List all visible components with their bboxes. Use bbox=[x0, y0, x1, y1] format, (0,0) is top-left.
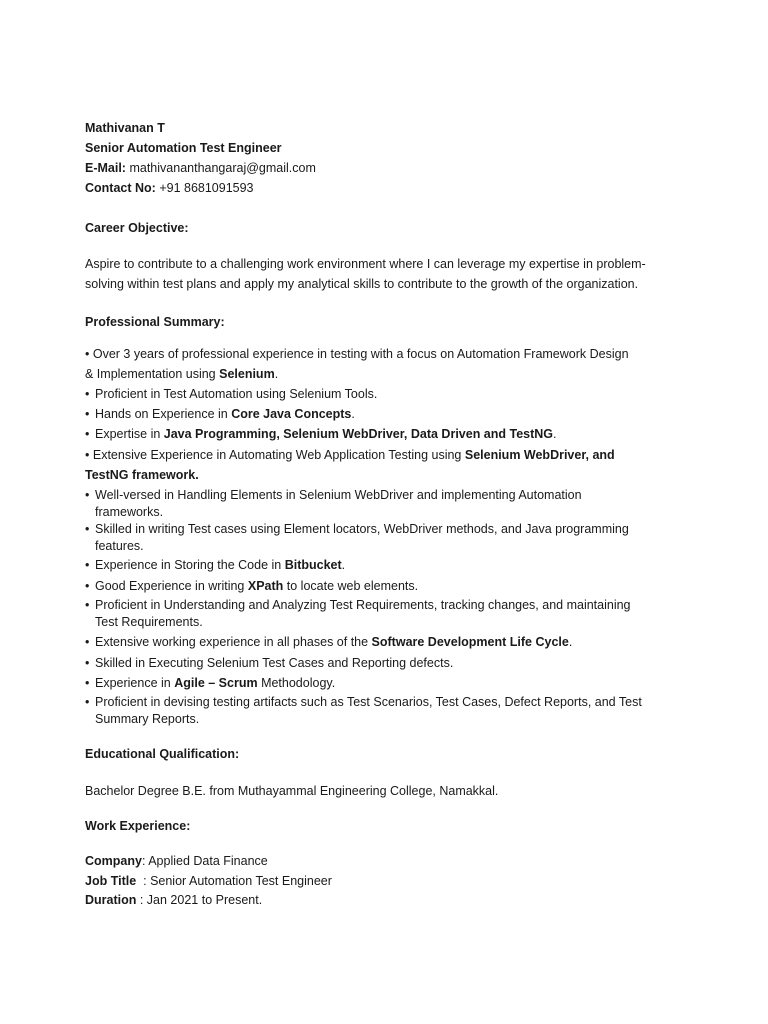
duration-line bbox=[85, 892, 685, 909]
contact-value: +91 8681091593 bbox=[159, 181, 254, 195]
summary-item-3-bold: Core Java Concepts bbox=[231, 407, 352, 421]
summary-item-14 bbox=[85, 694, 685, 728]
education-heading: Educational Qualification: bbox=[85, 747, 240, 761]
education-text: Bachelor Degree B.E. from Muthayammal Engineering College, Namakkal. bbox=[85, 784, 499, 798]
summary-item-5-bold: Selenium WebDriver, and bbox=[464, 448, 615, 462]
summary-item-5-line-1: • Extensive Experience in Automating Web Application Testing using Selenium WebDriver, and bbox=[85, 448, 615, 462]
career-objective-line-2: solving within test plans and apply my analytical skills to contribute to the growth of the organization. bbox=[85, 277, 639, 291]
job-title-label: Job Title bbox=[85, 874, 137, 888]
summary-list bbox=[85, 344, 685, 728]
summary-item-10-line-2: Test Requirements. bbox=[95, 615, 203, 629]
company-label: Company bbox=[85, 854, 142, 868]
contact-label: Contact No: bbox=[85, 181, 156, 195]
summary-item-5-bold-2: TestNG framework. bbox=[85, 468, 199, 482]
summary-item-11-end: . bbox=[568, 635, 573, 649]
summary-item-9 bbox=[85, 575, 685, 597]
work-experience-heading: Work Experience: bbox=[85, 819, 191, 833]
summary-item-3 bbox=[85, 404, 685, 424]
summary-item-5 bbox=[85, 445, 685, 485]
summary-item-13-text: Experience in bbox=[95, 676, 175, 690]
summary-item-10 bbox=[85, 597, 685, 631]
email-value[interactable]: mathivananthangaraj@gmail.com bbox=[129, 161, 316, 175]
career-objective-text bbox=[85, 254, 685, 294]
resume-header bbox=[85, 118, 685, 198]
summary-item-14-line-1: • Proficient in devising testing artifacts such as Test Scenarios, Test Cases, Defect Reports, and Test bbox=[95, 695, 642, 709]
summary-item-7 bbox=[85, 521, 685, 555]
company-line bbox=[85, 851, 685, 871]
summary-item-1-line-1: • Over 3 years of professional experience in testing with a focus on Automation Framework Design bbox=[85, 347, 629, 361]
professional-summary-heading: Professional Summary: bbox=[85, 315, 225, 329]
summary-item-1-bold: Selenium bbox=[219, 367, 275, 381]
summary-item-3-end: . bbox=[351, 407, 355, 421]
summary-item-12: • Skilled in Executing Selenium Test Cases and Reporting defects. bbox=[85, 653, 685, 673]
summary-item-6 bbox=[85, 487, 685, 521]
summary-item-9-end: to locate web elements. bbox=[283, 579, 419, 593]
summary-item-5-text: Extensive Experience in Automating Web Application Testing using bbox=[92, 448, 465, 462]
summary-item-8-bold: Bitbucket bbox=[284, 558, 342, 572]
summary-item-1-line-2 bbox=[85, 364, 685, 384]
job-title-value: : Senior Automation Test Engineer bbox=[136, 874, 332, 888]
work-details bbox=[85, 851, 685, 909]
summary-item-9-bold: XPath bbox=[247, 579, 284, 593]
summary-item-9-text: Good Experience in writing bbox=[95, 579, 248, 593]
summary-item-4-bold: Java Programming, Selenium WebDriver, Data Driven and TestNG bbox=[163, 427, 554, 441]
summary-item-6-line-1: • Well-versed in Handling Elements in Selenium WebDriver and implementing Automation bbox=[95, 488, 582, 502]
candidate-name: Mathivanan T bbox=[85, 121, 165, 135]
career-objective-line-1: Aspire to contribute to a challenging work environment where I can leverage my expertise in problem- bbox=[85, 257, 646, 271]
summary-item-11-text: Extensive working experience in all phases of the bbox=[95, 635, 372, 649]
career-objective-heading: Career Objective: bbox=[85, 221, 189, 235]
summary-item-13 bbox=[85, 673, 685, 694]
duration-label: Duration bbox=[85, 893, 137, 907]
summary-item-3-text: Hands on Experience in bbox=[95, 407, 232, 421]
summary-item-8-end: . bbox=[341, 558, 346, 572]
summary-item-4-text: Expertise in bbox=[95, 427, 164, 441]
summary-item-1-text: & Implementation using bbox=[85, 367, 220, 381]
summary-item-6-line-2: frameworks. bbox=[95, 505, 164, 519]
company-value: : Applied Data Finance bbox=[141, 854, 268, 868]
resume-page bbox=[85, 118, 685, 909]
summary-item-10-line-1: • Proficient in Understanding and Analyzing Test Requirements, tracking changes, and maintaining bbox=[95, 598, 631, 612]
summary-item-7-line-2: features. bbox=[95, 539, 144, 553]
summary-item-4-end: . bbox=[553, 427, 557, 441]
summary-item-2: • Proficient in Test Automation using Selenium Tools. bbox=[85, 384, 685, 404]
email-line bbox=[85, 158, 685, 178]
summary-item-4 bbox=[85, 424, 685, 445]
summary-item-8 bbox=[85, 555, 685, 575]
summary-item-14-line-2: Summary Reports. bbox=[95, 712, 200, 726]
email-label: E-Mail: bbox=[85, 161, 126, 175]
summary-item-13-bold: Agile – Scrum bbox=[174, 676, 258, 690]
summary-item-8-text: Experience in Storing the Code in bbox=[95, 558, 285, 572]
summary-item-11-bold: Software Development Life Cycle bbox=[371, 635, 569, 649]
candidate-title: Senior Automation Test Engineer bbox=[85, 141, 282, 155]
summary-item-1-end: . bbox=[274, 367, 279, 381]
summary-item-13-end: Methodology. bbox=[257, 676, 336, 690]
summary-item-7-line-1: • Skilled in writing Test cases using Element locators, WebDriver methods, and Java programming bbox=[95, 522, 629, 536]
duration-value: : Jan 2021 to Present. bbox=[136, 893, 263, 907]
summary-item-11 bbox=[85, 631, 685, 653]
contact-line bbox=[85, 178, 685, 198]
summary-item-1 bbox=[85, 344, 685, 384]
summary-item-5-line-2 bbox=[85, 465, 685, 485]
job-title-line bbox=[85, 871, 685, 892]
